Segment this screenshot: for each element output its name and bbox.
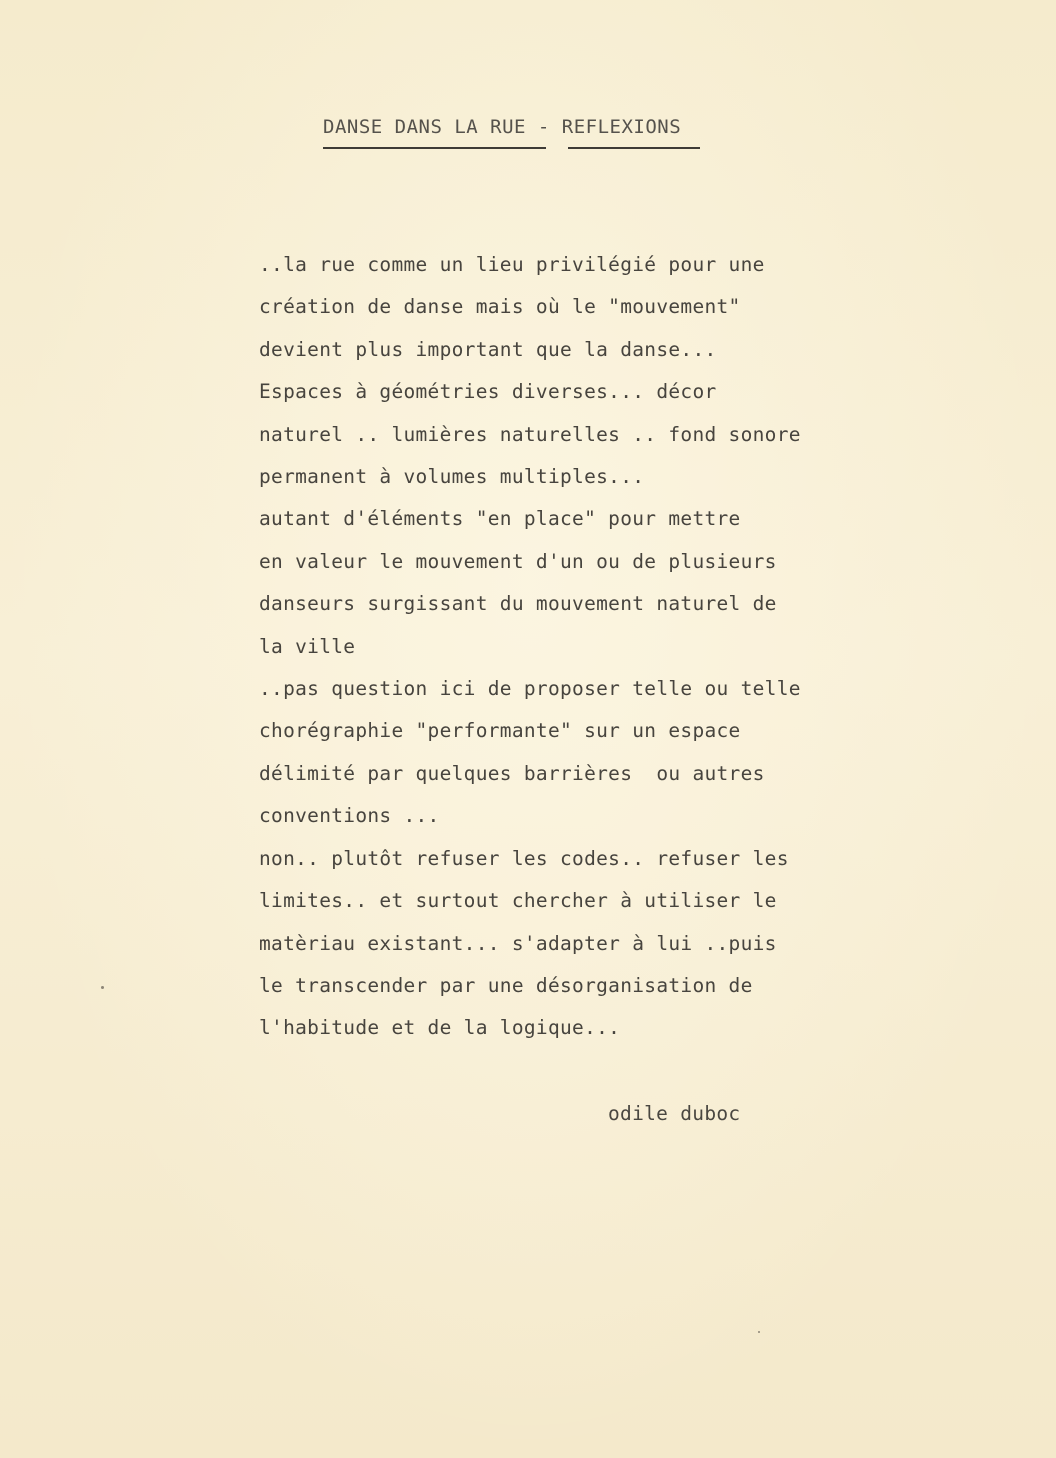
text-line: permanent à volumes multiples...	[259, 465, 645, 489]
title-underline	[323, 147, 546, 149]
text-line: la ville	[259, 634, 356, 658]
title-underline	[568, 147, 700, 149]
document-body	[259, 244, 899, 1050]
text-line: chorégraphie "performante" sur un espace	[259, 719, 741, 743]
text-line: conventions ...	[259, 804, 440, 828]
text-line: ..la rue comme un lieu privilégié pour une	[259, 253, 765, 276]
text-line: matèriau existant... s'adapter à lui ..puis	[259, 931, 777, 955]
text-line: ..pas question ici de proposer telle ou telle	[259, 677, 801, 701]
text-line: le transcender par une désorganisation de	[259, 973, 753, 997]
paper-speck	[758, 1331, 760, 1333]
text-line: danseurs surgissant du mouvement naturel de	[259, 592, 777, 616]
paper-speck	[101, 986, 104, 989]
document-title: DANSE DANS LA RUE - REFLEXIONS	[323, 116, 682, 138]
text-line: autant d'éléments "en place" pour mettre	[259, 507, 741, 531]
text-line: Espaces à géométries diverses... décor	[259, 380, 717, 404]
text-line: l'habitude et de la logique...	[259, 1016, 621, 1040]
title-block	[323, 114, 723, 140]
text-line: devient plus important que la danse...	[259, 337, 717, 361]
text-line: naturel .. lumières naturelles .. fond sonore	[259, 422, 801, 446]
text-line: création de danse mais où le "mouvement"	[259, 295, 741, 319]
text-line: délimité par quelques barrières ou autres	[259, 761, 765, 785]
text-line: non.. plutôt refuser les codes.. refuser les	[259, 846, 789, 870]
text-line: en valeur le mouvement d'un ou de plusieurs	[259, 549, 777, 573]
text-line: limites.. et surtout chercher à utiliser le	[259, 889, 777, 913]
signature: odile duboc	[608, 1102, 741, 1125]
